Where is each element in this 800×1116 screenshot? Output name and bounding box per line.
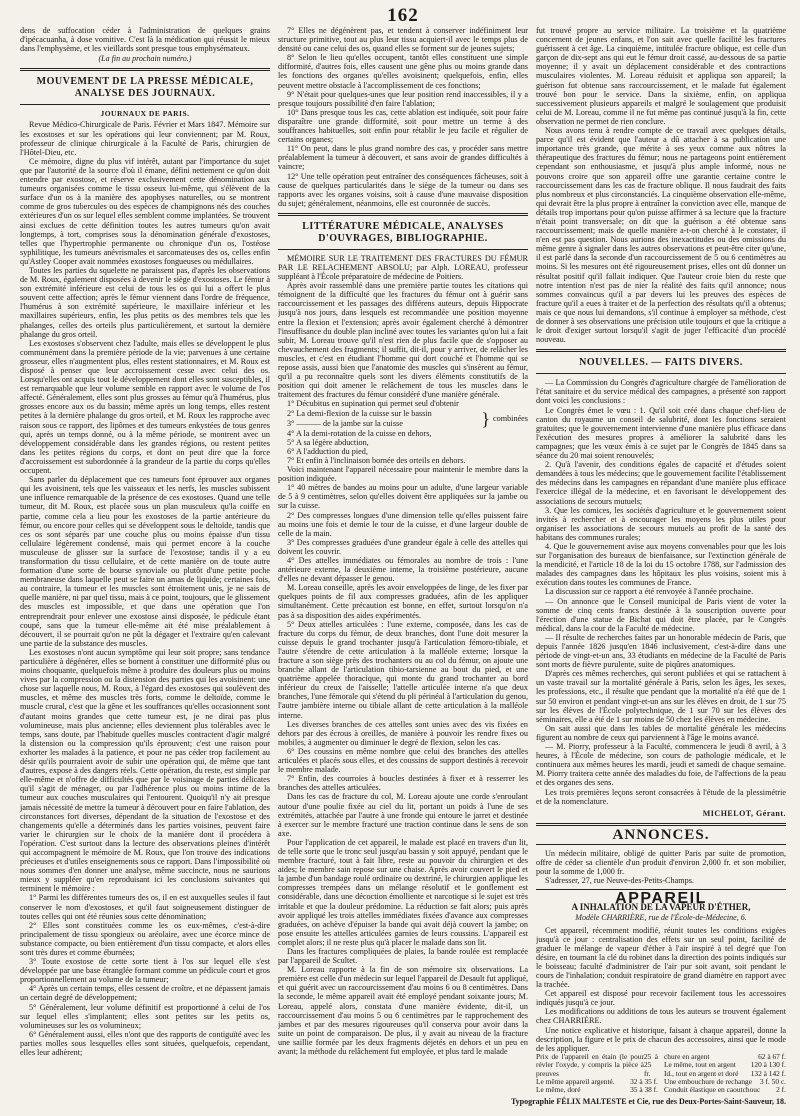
appareil-text: Les modifications ou additions de tous les auteurs se trouvent également chez CHARRIÈRE. — [536, 1007, 786, 1026]
column-2 — [278, 26, 528, 1094]
brace-symbol: } — [481, 408, 490, 429]
paragraph: 4° Après un certain temps, elles cessent de croître, et ne dépassent jamais un certain degré de développement; — [20, 984, 270, 1003]
paragraph: Dans les fractures compliquées de plaies, la bande roulée est remplacée par l'appareil de Scultet. — [278, 947, 528, 966]
divider — [536, 844, 786, 845]
paragraph: 9° N'était pour quelques-unes que leur position rend inaccessibles, il y a presque toujours possibilité d'en faire l'ablation; — [278, 89, 528, 108]
price-list — [536, 1053, 786, 1094]
price-label: Le même appareil argenté. — [536, 1077, 615, 1087]
divider — [536, 823, 786, 826]
appareil-text: Cet appareil est disposé pour recevoir facilement tous les accessoires indiqués jusqu'à ce jour. — [536, 989, 786, 1008]
section-title-press: MOUVEMENT DE LA PRESSE MÉDICALE, ANALYSE DES JOURNAUX. — [36, 76, 254, 100]
divider — [20, 104, 270, 105]
paragraph: M. Loreau conseille, après les avoir enveloppées de linge, de les fixer par quelques points de fil aux compresses graduées, afin de les appliquer simultanément. Cette précaution est bonne, en effet, surtout lorsqu'on n'a pas à sa disposition des aides expérimentés. — [278, 583, 528, 620]
combined-line: 2° La demi-flexion de la cuisse sur le bassin — [287, 409, 432, 419]
appareil-model: Modèle CHARRIÈRE, rue de l'École-de-Médecine, 6. — [575, 913, 747, 923]
paragraph: 2° Elles sont constituées comme les os eux-mêmes, c'est-à-dire principalement de tissu spongieux ou aréolaire, avec une écorce mince de substance compacte, ou bien entièrement d'un tissu compacte, et alors elles sont très dures et comme éburnées; — [20, 920, 270, 957]
column-3 — [536, 26, 786, 1094]
paragraph: 7° Elles ne dégénèrent pas, et tendent à conserver indéfiniment leur structure primitive, tout au plus leur tissu acquiert-il avec le temps plus de densité ou cane celui des os, quand elles se forment sur de jeunes sujets; — [278, 26, 528, 54]
paragraph: 11° On peut, dans le plus grand nombre des cas, y procéder sans mettre préalablement la tumeur à découvert, et sans avoir de grandes difficultés à vaincre; — [278, 144, 528, 172]
paragraph: 6° Généralement aussi, elles n'ont que des rapports de contiguïté avec les parties molles sous lesquelles elles sont situées, quelquefois, cependant, elles leur adhèrent; — [20, 1029, 270, 1058]
page-number: 162 — [387, 5, 419, 26]
price-label: Id., tout en argent et doré — [664, 1068, 739, 1078]
price-value: 3 f. 50 c. — [759, 1077, 786, 1087]
paragraph: Les exostoses s'observent chez l'adulte, mais elles se développent le plus communément dans la première période de la vie; parvenues à une certaine grosseur, elles n'augmentent plus, elles restent stationnaires, et M. Roux est disposé à penser que leur accroissement cesse avec celui des os. Lorsqu'elles ont acquis tout le développement dont elles sont susceptibles, il est remarquable que leur volume semble en rapport avec le volume de l'os affecté. Généralement, elles sont plus grosses au fémur qu'à l'humérus, plus grosses encore aux os du bassin; même après un long temps, elles restent petites à la dernière phalange du gros orteil, et M. Roux les rapproche avec raison sous ce rapport, des lipômes et des tumeurs enkystées de tous genres qui, après un temps donné, ou à la même période, se montrent avec un développement considérable dans les grandes régions, ou restent petites dans les petites régions du corps, et dont on peut dire que la force d'accroissement est subordonnée à la grandeur de la partie du corps qu'elles occupent. — [20, 338, 270, 476]
price-value: 132 à 142 f. — [750, 1068, 786, 1078]
paragraph: 4° Des attelles immédiates ou fémorales au nombre de trois : l'une antérieure externe, la deuxième interne, la troisième postérieure, aucune d'elles ne devant dépasser le genou. — [278, 555, 528, 584]
news-item: D'après ces mêmes recherches, qui seront publiées et qui se rattachent à un vaste travail sur la mortalité générale à Paris, selon les âges, les sexes, les professions, etc., il résulte que pendant que la mortalité n'a été que de 1 sur 50 environ et pendant vingt-et-un ans sur les élèves en droit, de 1 sur 75 sur les élèves de l'École polytechnique, de 1 sur 70 sur les élèves des séminaires, elle a été de 1 sur moins de 50 chez les élèves en médecine. — [536, 669, 786, 724]
paragraph: 5° Deux attelles articulées : l'une externe, composée, dans les cas de fracture du corps du fémur, de deux branches, dont l'une doit mesurer la cuisse depuis le grand trochanter jusqu'à l'articulation fémoro-tibiale, et l'autre s'étendre de cette articulation à la malléole externe; lorsque la fracture a son siège près des trochanters ou au col du fémur, on ajoute une branche allant de l'articulation tibio-tarsienne au bout du pied, et une quatrième appelée thoracique, qui monte du grand trochanter au bord inférieur du creux de l'aisselle; l'attelle articulée interne n'a que deux branches, l'une fémorale qui s'étend du pli périnéal à l'articulation du genou, l'autre jambière interne ou tibiale allant de cette articulation à la malléole interne. — [278, 619, 528, 720]
price-value: 120 à 130 f. — [750, 1060, 786, 1070]
price-label: chure en argent — [664, 1051, 710, 1061]
paragraph: Revue Médico-Chirurgicale de Paris. Février et Mars 1847. Mémoire sur les exostoses et sur les opérations qui leur conviennent; par M. Roux, professeur de clinique chirurgicale à la Faculté de Paris, chirurgien de l'Hôtel-Dieu, etc. — [20, 120, 270, 157]
paragraph: Les exostoses n'ont aucun symptôme qui leur soit propre; sans tendance particulière à dégénérer, elles se bornent à constituer une difformité plus ou moins choquante, quelquefois même à produire des douleurs plus ou moins vives par la compression ou la distension des parties qui les avoisinent: une chose sur laquelle nous, M. Roux, à l'égard des exostoses qui soulèvent des muscles, et même des muscles très forts, comme le deltoïde, comme le muscle crural, c'est que la gêne et les souffrances qu'elles occasionnent sont d'autant moins grandes que cette tumeur est, je ne dirai pas plus volumineuse, mais plus ancienne; elles deviennent plus tolérables avec le temps, sans doute, par l'habitude quelles muscles contractent d'agir malgré la distension ou la compression qu'ils éprouvent; c'est une raison pour exhorter les malades à la patience, et pour ne pas céder trop facilement au désir qu'ils pourraient avoir de subir une opération qui, de même que tant d'autres, expose à des dangers réels. Cette opération, du reste, est simple par elle-même et n'offre de difficultés que par le voisinage de parties délicates qu'il s'agit de ménager, ou par l'adhérence plus ou moins intime de la tumeur aux couches musculaires qui l'entourent. Quoiqu'il n'y ait presque jamais nécessité de mettre la tumeur à découvert pour en faire l'ablation, des circonstances fort diverses, dépendant de la situation de l'exostose et des changements qu'elle a déterminés dans les parties voisines, peuvent faire varier le chirurgien sur le choix de la manière dont il procédera à l'opération. C'est surtout dans la lecture des observations pleines d'intérêt qui accompagnent le mémoire de M. Roux, que l'on trouve des indications précieuses et d'utiles enseignements sous ce rapport. Dans l'impossibilité où nous sommes d'en donner une analyse, même succincte, nous ne saurions mieux y suppléer qu'en reproduisant ici les conclusions suivantes qui terminent le mémoire : — [20, 647, 270, 894]
price-value: 62 à 67 f. — [758, 1051, 786, 1061]
divider — [278, 249, 528, 250]
news-item: — M. Piorry, professeur à la Faculté, commencera le jeudi 8 avril, à 3 heures, à l'École de médecine, son cours de pathologie médicale, et le continuera aux mêmes heures les mardi, jeudi et samedi de chaque semaine. M. Piorry traitera cette année des maladies du foie, de l'affections de la peau et des organes des sens. — [536, 742, 786, 788]
intro-text: dens de suffocation céder à l'administration de quelques grains d'ipécacuanha, à dose vomitive. C'est là la médication qui réussit le mieux dans l'emphysème, et les vieillards sont presque tous emphysémateux. — [20, 26, 270, 54]
list-item: 6° A l'adduction du pied, — [287, 446, 368, 456]
memoire-title: MÉMOIRE SUR LE TRAITEMENT DES FRACTURES DU FÉMUR PAR LE RELACHEMENT ABSOLU; par Alph. LOREAU, professeur suppléant à l'École préparatoire de médecine de Poitiers. — [278, 253, 528, 282]
price-label: Le même, doré — [536, 1085, 581, 1094]
column-1 — [20, 26, 270, 1094]
paragraph: M. Loreau rapporte à la fin de son mémoire six observations. La première est celle d'un médecin sur lequel l'appareil de Desault fut appliqué, et qui guérit avec un raccourcissement d'au moins 6 ou 8 centimètres. Dans la seconde, le même appareil avait été employé pendant soixante jours; M. Loreau, appelé alors, constata d'une manière évidente, dit-il, un raccourcissement d'au moins 5 ou 6 centimètres par le rapprochement des jambes et par des mesures rigoureuses qu'il conserva pour avoir dans la suite un point de comparaison. De plus, il y avait au niveau de la fracture une saillie formée par les deux fragments déjetés en dehors et un peu en avant; la méthode du relâchement fut employée, et plus tard le malade — [278, 965, 528, 1057]
paragraph: Sans parler du déplacement que ces tumeurs font éprouver aux organes qui les avoisinent, tels que les vaisseaux et les nerfs, les muscles subissent une influence remarquable de la présence de ces exostoses. Quand une telle tumeur, dit M. Roux, est placée sous un plan musculeux qu'la coiffe en partie, comme cela a lieu pour les exostoses de la partie antérieure du fémur, ou encore pour celles qui se développent sous le deltoïde, tandis que ces os sont séparés par une couche plus ou moins épaisse d'un tissu cellulaire légèrement condensé, mais qui permet encore à la couche musculeuse de glisser sur la surface de l'exostose; tandis il y a eu transformation du tissu cellulaire, et de cette manière on de toute autre formation d'une sorte de bourse synoviale ou plutôt d'une petite poche membraneuse dans laquelle peut se faire un amas de liquide; certaines fois, au contraire, la tumeur et les muscles sont étroitement unis, je ne sais de quelle manière, ni par quel tissu, mais à ce point, toujours, que le glissement des muscles est impossible, et que dans une opération que l'on entreprendrait pour enlever une exostose ainsi disposée, le pédicule étant coupé, sans que la tumeur elle-même ait été mise préalablement à découvert, il se pourrait qu'on ne pût la dégager et l'extraire qu'en calevant une partie de la substance des muscles. — [20, 475, 270, 648]
combined-positions — [278, 409, 528, 427]
paragraph: Pour l'application de cet appareil, le malade est placé en travers d'un lit, de telle sorte que le tronc seul jusqu'au bassin y soit appuyé, pendant que le membre fracturé, tout à fait libre, reste au pouvoir du chirurgien et des aides; le membre sain repose sur une chaise. Après avoir couvert le pied et la jambe d'un bandage roulé ordinaire ou dextriné, le chirurgien applique les compresses trempées dans un mélange résolutif et le gonflement est considérable, dans une décoction émolliente et narcotique si le sujet est très irritable et que la douleur prédomine. La réduction se fait alors; puis après avoir appliqué les trois attelles immédiates fixées d'avance aux compresses graduées, on achève d'épuiser la bande qui avait déjà couvert la jambe; on pose ensuite les attelles articulées garnies de leurs coussins. L'appareil est complet alors; il ne reste plus qu'à placer le malade dans son lit. — [278, 837, 528, 947]
paragraph: 2° Des compresses longues d'une dimension telle qu'elles puissent faire au moins une fois et demie le tour de la cuisse, et d'une largeur double de celle de la main. — [278, 510, 528, 538]
section-title-nouvelles: NOUVELLES. — FAITS DIVERS. — [579, 357, 743, 369]
news-item: 2. Qu'à l'avenir, des conditions égales de capacité et d'études soient demandées à tous les médecins; que le gouvernement facilite l'établissement des médecins dans les campagnes en répandant d'une manière plus efficace l'exercice illégal de la médecine, et en favorisant le développement des associations de secours mutuels; — [536, 460, 786, 506]
paragraph: Ce mémoire, digne du plus vif intérêt, autant par l'importance du sujet que par l'autorité de la source d'où il émane, défini nettement ce qu'on doit entendre par exostose, et réserve exclusivement cette dénomination aux tumeurs organisées comme le tissu osseux lui-même, qui s'élèvent de la surface d'un os à la manière des apophyses naturelles, ou se montrent comme de gros tubercules ou des espèces de champignons nés des couches extérieures d'un os sur lequel elles semblent comme implantées. Se trouvent ainsi exclues de cette définition toutes les autres tumeurs qu'on avait longtemps, à tort, comprises sous la dénomination générale d'exostoses, telles que l'hypertrophie permanente ou chronique d'un os, l'ostéose syphilitique, les tumeurs anévrismales et sarcomateuses des os, celles enfin qu'Astley Cooper avait nommées exostoses fongueuses ou médullaires. — [20, 156, 270, 266]
paragraph: Toutes les parties du squelette ne paraissent pas, d'après les observations de M. Roux, également disposées à devenir le siège d'exostoses. Le fémur à son extrémité inférieure est celui de tous les os qui lui a offert le plus souvent cette affection; après le fémur viennent dans l'ordre de fréquence, l'humérus à son extrémité supérieure, le maxillaire inférieur et les maxillaires supérieurs, enfin, les plus petits os des membres tels que les phalanges, celles des orteils plus particulièrement, et surtout la dernière phalange du gros orteil. — [20, 265, 270, 339]
price-value: 32 à 35 f. — [630, 1077, 658, 1087]
news-item: — Il résulte de recherches faites par un honorable médecin de Paris, que depuis l'année 1826 jusqu'en 1846 inclusivement, c'est-à-dire dans une période de vingt-et-un ans, 33 étudiants en médecine de la Faculté de Paris sont morts de fièvre purulente, suite de piqûres anatomiques. — [536, 632, 786, 670]
price-list-right — [664, 1053, 786, 1094]
appareil-subtitle: A INHALATION DE LA VAPEUR D'ÉTHER, — [571, 902, 751, 913]
paragraph: 3° Des compresses graduées d'une grandeur égale à celle des attelles qui doivent les couvrir. — [278, 537, 528, 556]
paragraph: 1° 40 mètres de bandes au moins pour un adulte, d'une largeur variable de 5 à 9 centimètres, selon qu'elles doivent être appliquées sur la jambe ou sur la cuisse. — [278, 483, 528, 511]
divider — [536, 373, 786, 374]
annonce-address: S'adresser, 27, rue Neuve-des-Petits-Champs. — [545, 876, 694, 886]
price-label: Prix de l'appareil en étain (le pour révler l'oxyde, y compris la pièce à preuves — [536, 1051, 644, 1078]
price-list-left — [536, 1053, 658, 1094]
annonce-text: Un médecin militaire, obligé de quitter Paris par suite de promotion, offre de céder sa clientèle d'un produit d'environ 2,000 fr. et son mobilier, pour la somme de 1,000 fr. — [536, 848, 786, 877]
appareil-title: APPAREIL — [615, 890, 707, 908]
signature: MICHELOT, Gérant. — [702, 808, 786, 818]
annonces-title: ANNONCES. — [612, 826, 710, 843]
paragraph: Dans les cas de fracture du col, M. Loreau ajoute une corde s'enroulant autour d'une poulie fixée au ciel du lit, portant un poids à l'une de ses extrémités, attachée par l'autre à une fronde qui entoure le jarret et destinée à exercer sur le membre fracturé une traction continue dans le sens de son axe. — [278, 792, 528, 838]
paragraph: Nous avons tenu à rendre compte de ce travail avec quelques détails, parce qu'il est évident que l'auteur a dû attacher à sa publication une importance très grande, que mérite à ses yeux comme aux nôtres la thérapeutique des fractures du fémur; nous ne partageons point entièrement cependant son enthousiasme, et jusqu'à plus ample informé, nous ne pouvons croire que son appareil offre une garantie certaine contre le raccourcissement dans les cas de fracture oblique. Il nous faudrait des faits plus nombreux et plus circonstanciés. La cinquième observation elle-même, qui devrait être la plus propre à entraîner la conviction avec elle, manque de détails trop importans pour qu'on puisse affirmer à sa lecture que la fracture n'était point transversale; on dit que la guérison a été obtenue sans raccourcissement; mais de quelle manière a-t-on cherché à le constater, il n'en est pas question. Nous aurions des inexactitudes ou des omissions du même genre à signaler dans les autres observations et peut-être citer qu'une, il est parlé dans la seconde d'un raccourcissement de 5 ou 6 centimètres au moins. Si les mesures ont été rigoureusement prises, elles ont dû donner un résultat positif qu'il fallait indiquer. Que l'auteur croie bien du reste que notre intention n'est pas de nier la réalité des faits qu'il annonce; nous sommes convaincus qu'il a par devers lui les preuves des espèces de fracture qu'il a eues à traiter et de la perfection des résultats qu'il a obtenus; mais ce que nous lui demandons, s'il continue à employer sa méthode, c'est de donner à ses observations une précision utile toujours et que la critique a le droit d'exiger surtout lorsqu'il s'agit de juger l'efficacité d'un procédé nouveau. — [536, 126, 786, 345]
list-item: 4° A la demi-rotation de la cuisse en dehors, — [287, 428, 432, 438]
paragraph: 10° Dans presque tous les cas, cette ablation est indiquée, soit pour faire disparaître une grande difformité, soit pour mettre un terme à des souffrances habituelles, soit enfin pour rétablir le jeu facile et régulier de certains organes; — [278, 107, 528, 145]
news-item: 3. Que les comices, les sociétés d'agriculture et le gouvernement soient invités à rechercher et à encourager les moyens les plus utiles pour organiser les associations de secours mutuels au profit de la santé des habitans des communes rurales; — [536, 505, 786, 542]
printer-footer: Typographie FÉLIX MALTESTE et Cie, rue des Deux-Portes-Saint-Sauveur, 18. — [510, 1097, 786, 1106]
paragraph: Les diverses branches de ces attelles sont unies avec des vis fixées en dehors par des écrous à oreilles, de manière à pouvoir les rendre fixes ou mobiles, à augmenter ou diminuer le degré de flexion, selon les cas. — [278, 719, 528, 747]
paragraph: 7° Enfin, des courroies à boucles destinées à fixer et à resserrer les branches des attelles articulées. — [278, 774, 528, 793]
list-item: 7° Et enfin à l'inclinaison bornée des orteils en dehors. — [287, 455, 466, 465]
price-row — [536, 1053, 658, 1078]
news-item: 4. Que le gouvernement avise aux moyens convenables pour que les lois sur l'organisation des bureaux de bienfaisance, sur l'extinction générale de la mendicité, et l'article 18 de la loi du 15 octobre 1788, sur l'admission des malades des campagnes dans les hôpitaux les plus voisins, soient mis à exécution dans toutes les communes de France. — [536, 541, 786, 588]
news-item: Le Congrès émet le vœu : 1. Qu'il soit créé dans chaque chef-lieu de canton du royaume un conseil de salubrité, dont les fonctions seraient gratuites; que le gouvernement intervienne d'une manière plus efficace dans l'exécution des mesures propres à améliorer la salubrité dans les campagnes; que les vœux émis à ce sujet par le Congrès de 1845 dans sa séance du 20 mai soient renouvelés; — [536, 405, 786, 461]
paragraph: 8° Selon le lieu qu'elles occupent, tantôt elles constituent une simple difformité, d'autres fois, elles causent une gêne plus ou moins grande dans les fonctions des organes qu'elles avoisinent; quelquefois, enfin, elles peuvent mettre obstacle à l'accomplissement de ces fonctions; — [278, 53, 528, 90]
paragraph: 12° Une telle opération peut entraîner des conséquences fâcheuses, soit à cause de quelques particularités dans le siège de la tumeur ou dans ses rapports avec les organes voisins, soit à cause d'une mauvaise disposition du sujet; généralement, néanmoins, elle est couronnée de succès. — [278, 171, 528, 208]
news-item: On sait aussi que dans les tables de mortalité générale les médecins figurent au nombre de ceux qui parviennent à l'âge le moins avancé. — [536, 723, 786, 742]
price-label: Le même, tout en argent — [664, 1060, 736, 1070]
appareil-text: Une notice explicative et historique, faisant à chaque appareil, donne la description, la figure et le prix de chacun des accessoires, ainsi que le mode de les appliquer. — [536, 1025, 786, 1053]
paragraph: Après avoir rassemblé dans une première partie toutes les citations qui témoignent de la difficulté que les fractures du fémur ont à guérir sans raccourcissement et les passages des différens auteurs, depuis Hippocrate jusqu'à nos jours, dans lesquels est recommandée une position moyenne entre la flexion et l'extension; après avoir également cherché à démontrer l'insuffisance du double plan incliné avec toutes les variantes qu'on lui a fait subir, M. Loreau trouve qu'il n'est rien de plus facile que de s'opposer au chevauchement des fragments; il suffit, dit-il, pour y arriver, de relâcher les muscles, et c'est en étudiant l'homme qui dort couché et l'homme qui se repose assis, aussi bien que l'anatomie des muscles qui s'insèrent au fémur, qu'il a pu reconnaître quels sont les divers éléments constitutifs de la position qui doit amener le relâchement de tous les muscles dans le traitement des fractures du fémur considéré d'une manière générale. — [278, 281, 528, 400]
paragraph: 5° Généralement, leur volume définitif est proportionné à celui de l'os sur lequel elles s'implantent; elles sont petites sur les petits os, volumineuses sur les os volumineux; — [20, 1002, 270, 1030]
combined-line: 3° ——— de la jambe sur la cuisse — [287, 418, 403, 428]
paragraph: Voici maintenant l'appareil nécessaire pour maintenir le membre dans la position indiquée. — [278, 465, 528, 484]
paragraph: 1° Parmi les différentes tumeurs des os, il en est auxquelles seules il faut conserver le nom d'exostoses, et qu'il faut soigneusement distinguer de toutes celles qui ont été réunies sous cette dénomination; — [20, 893, 270, 921]
price-label: Une embouchure de rechange — [664, 1077, 753, 1087]
paragraph: 6° Des coussins en même nombre que celui des branches des attelles articulées et placés sous elles, et des coussins de support destinés à recevoir le membre malade. — [278, 746, 528, 775]
list-item: 5° A sa légère abduction, — [287, 437, 369, 447]
continued-note: (La fin au prochain numéro.) — [98, 54, 192, 64]
appareil-text: Cet appareil, récemment modifié, réunit toutes les conditions exigées jusqu'à ce jour : centralisation des effets sur un seul point, facilité de graduer le mélange de vapeur d'éther à l'air inspiré à tel degré que l'on désire, en tournant la clé du robinet dans la direction des points indiqués sur le boisseau; faculté d'administrer de l'air pur soit avant, soit pendant le cours de l'inhalation; conduit respiratoire de grand diamètre en rapport avec la trachée. — [536, 925, 786, 990]
subhead-journaux: JOURNAUX DE PARIS. — [100, 109, 190, 119]
news-item: La discussion sur ce rapport a été renvoyée à l'année prochaine. — [545, 587, 754, 597]
news-item: — La Commission du Congrès d'agriculture chargée de l'amélioration de l'état sanitaire et du service médical des campagnes, a présenté son rapport dont voici les conclusions : — [536, 378, 786, 406]
price-value: 35 à 38 f. — [630, 1085, 658, 1094]
news-item: — On annonce que le Conseil municipal de Paris vient de voter la somme de cinq cents francs destinée à la souscription ouverte pour l'érection d'une statue de Bichat qui doit être placée, par le Congrès médical, dans la cour de la Faculté de médecine. — [536, 596, 786, 633]
paragraph: 1° Décubitus en supination qui permet seul d'obtenir — [287, 399, 459, 409]
paragraph: fut trouvé propre au service militaire. La troisième et la quatrième concernent de jeunes enfans, et l'on sait avec quelle facilité les fractures guérissent à cet âge. La cinquième, intitulée fracture oblique, est celle d'un garçon de dix-sept ans qui eut le fémur droit cassé, au-dessous de sa partie moyenne; il y avait un déplacement considérable et des contractions musculaires violentes. M. Loreau réduisit et appliqua son appareil; la guérison fut obtenue sans raccourcissement, et le malade fut également trouvé bon pour le service. Dans la sixième, enfin, on appliqua successivement plusieurs appareils et malgré le soulagement que produisit celui de M. Loreau, comme il ne fut même pas continué jusqu'à la fin, cette observation ne permet de rien conclure. — [536, 26, 786, 126]
price-row — [664, 1086, 786, 1094]
price-row — [536, 1086, 658, 1094]
divider — [20, 68, 270, 71]
combined-label: combinées — [492, 414, 528, 424]
columns — [20, 26, 786, 1094]
news-item: Les trois premières leçons seront consacrées à l'étude de la plessimétrie et de la nomenclature. — [536, 787, 786, 806]
section-title-litterature: LITTÉRATURE MÉDICALE, ANALYSES D'OUVRAGES, BIBLIOGRAPHIE. — [302, 220, 504, 244]
paragraph: 3° Toute exostose de cette sorte tient à l'os sur lequel elle s'est développée par une base étranglée formant comme un pédicule court et gros proportionnellement au volume de la tumeur; — [20, 957, 270, 985]
price-value: 2 f. — [776, 1085, 786, 1094]
divider — [536, 349, 786, 352]
price-label: Conduit élastique en caoutchouc — [664, 1085, 761, 1094]
price-value: 25 à 25 fr. — [643, 1051, 658, 1078]
divider — [278, 213, 528, 216]
